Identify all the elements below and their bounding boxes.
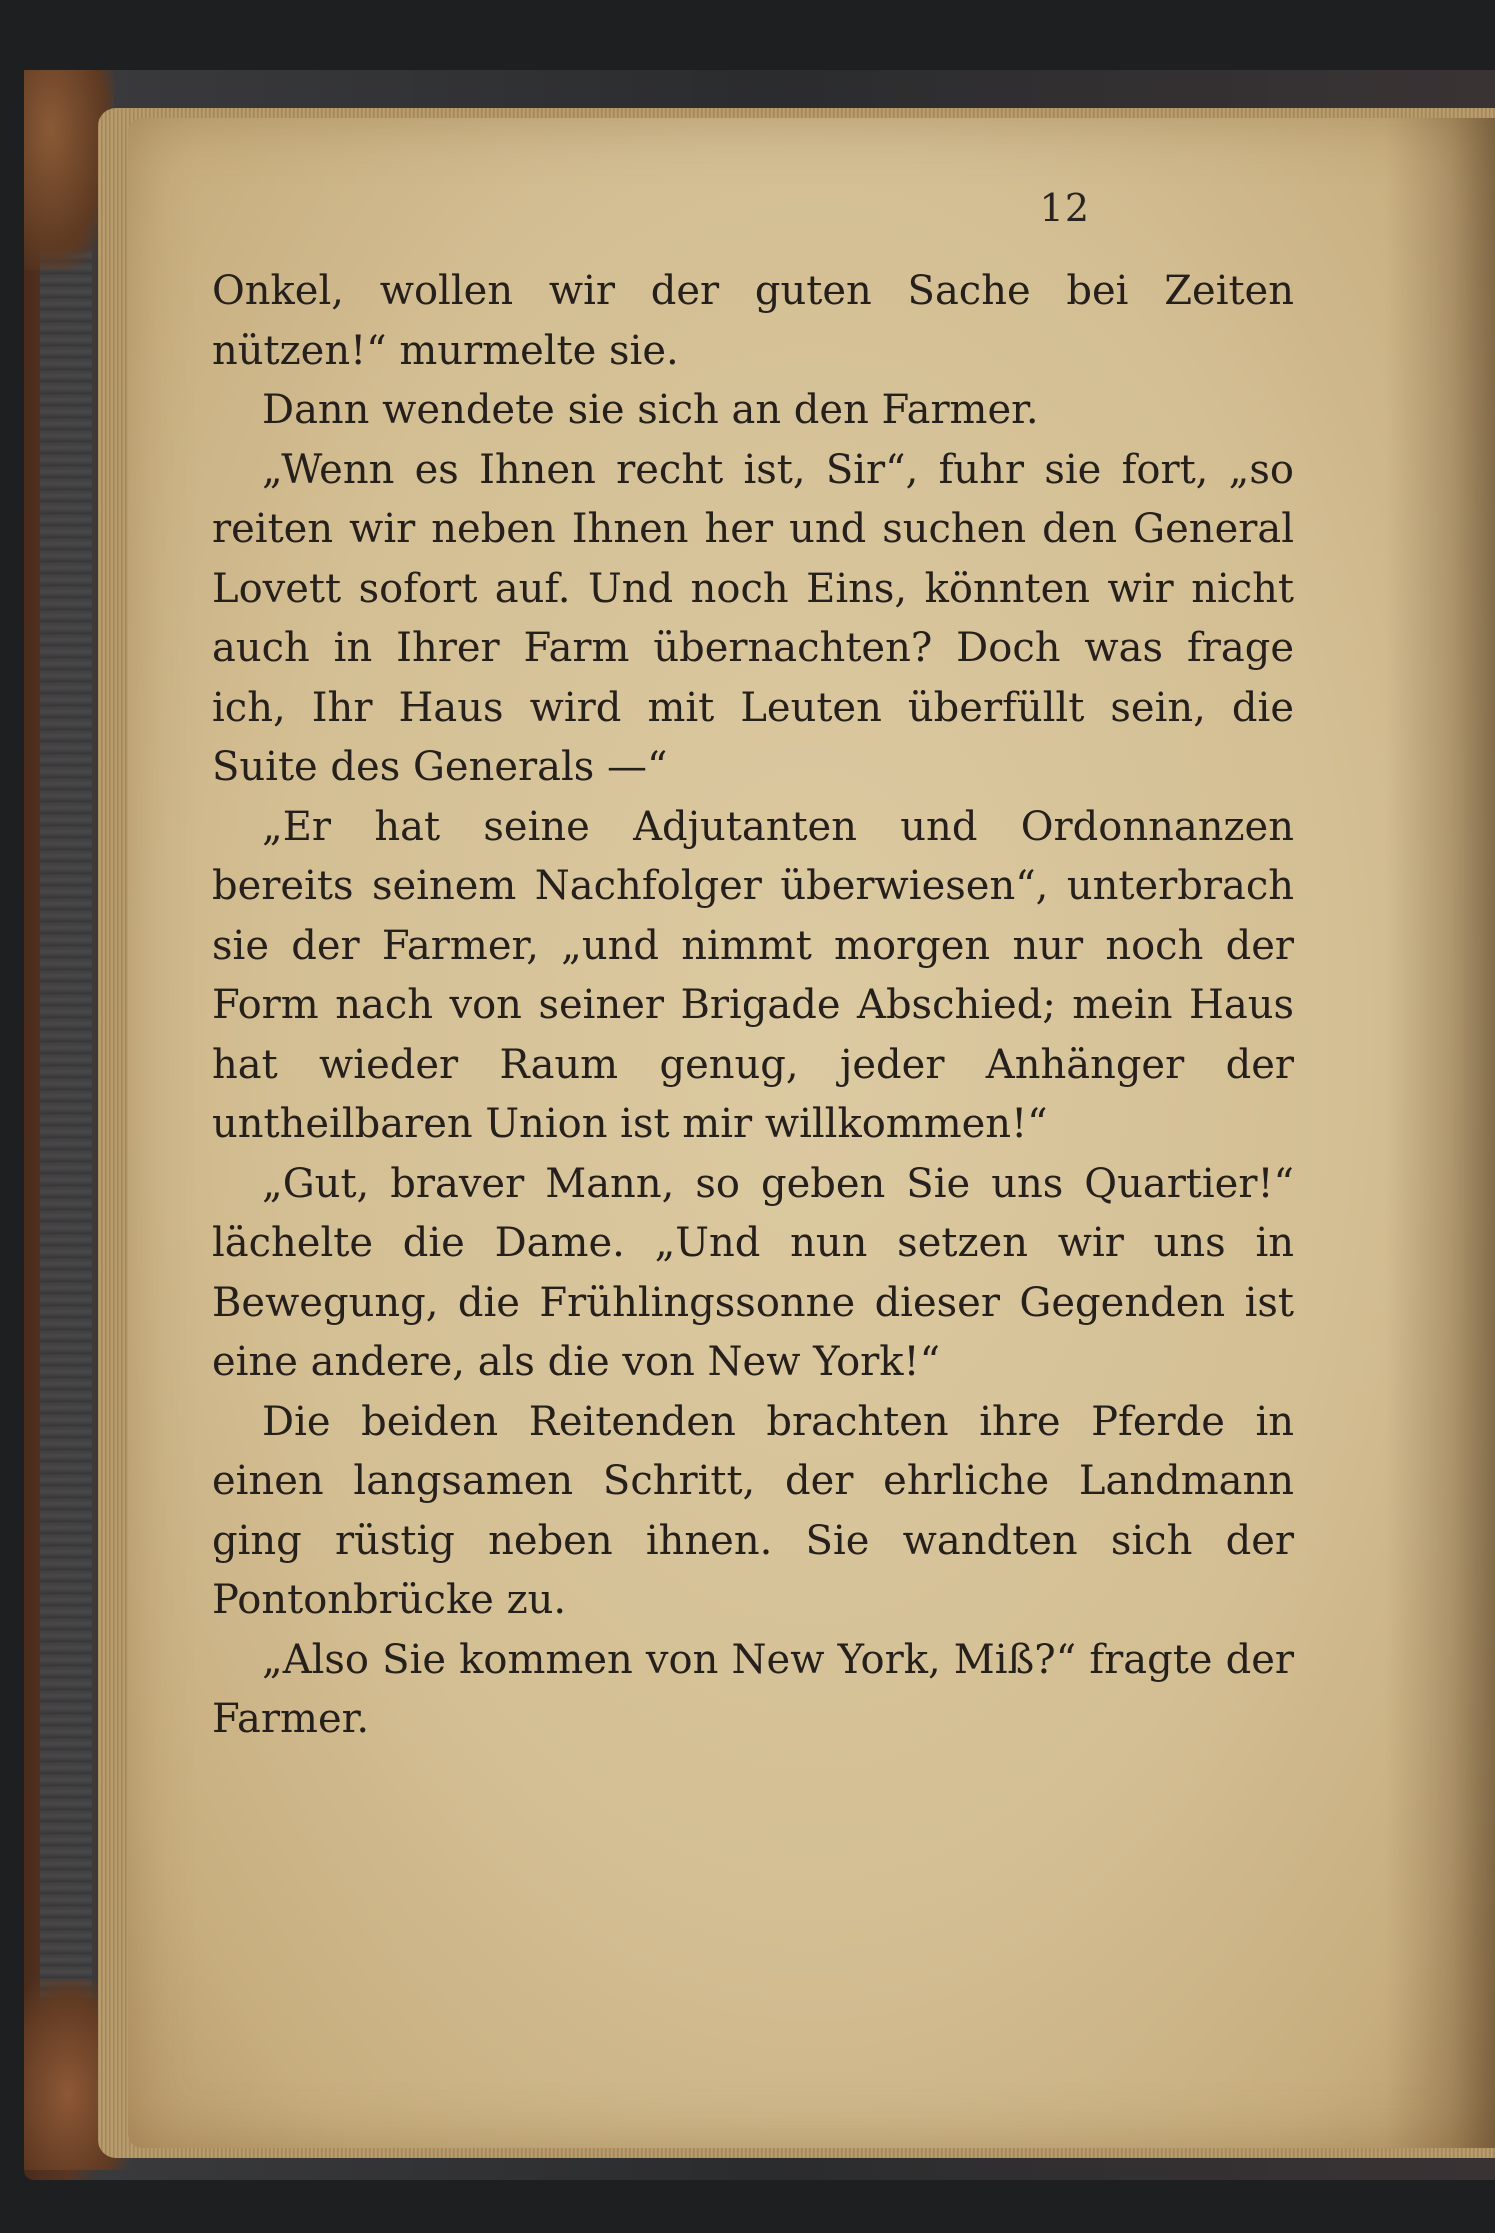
paragraph: „Wenn es Ihnen recht ist, Sir“, fuhr sie fort, „so reiten wir neben Ihnen her und suchen den General Lovett sofort auf. Und noch Eins, könnten wir nicht auch in Ihrer Farm übernachten? Doch was frage ich, Ihr Haus wird mit Leuten überfüllt sein, die Suite des Generals —“ bbox=[212, 446, 1294, 790]
body-text bbox=[212, 262, 1294, 1750]
page-number: 12 bbox=[1039, 186, 1090, 230]
cover-spine-strip bbox=[40, 250, 92, 2030]
gutter-shadow bbox=[1385, 118, 1495, 2148]
paragraph: Onkel, wollen wir der guten Sache bei Zeiten nützen!“ murmelte sie. bbox=[212, 268, 1294, 374]
paragraph: Die beiden Reitenden brachten ihre Pferde in einen langsamen Schritt, der ehrliche Landmann ging rüstig neben ihnen. Sie wandten sich der Pontonbrücke zu. bbox=[212, 1398, 1294, 1623]
paragraph: „Also Sie kommen von New York, Miß?“ fragte der Farmer. bbox=[212, 1636, 1294, 1742]
paragraph: „Gut, braver Mann, so geben Sie uns Quartier!“ lächelte die Dame. „Und nun setzen wir uns in Bewegung, die Frühlingssonne dieser Gegenden ist eine andere, als die von New York!“ bbox=[212, 1160, 1294, 1385]
paragraph: Dann wendete sie sich an den Farmer. bbox=[262, 387, 1039, 433]
paragraph: „Er hat seine Adjutanten und Ordonnanzen bereits seinem Nachfolger überwiesen“, unterbrach sie der Farmer, „und nimmt morgen nur noch der Form nach von seiner Brigade Abschied; mein Haus hat wieder Raum genug, jeder Anhänger der untheilbaren Union ist mir willkommen!“ bbox=[212, 803, 1294, 1147]
